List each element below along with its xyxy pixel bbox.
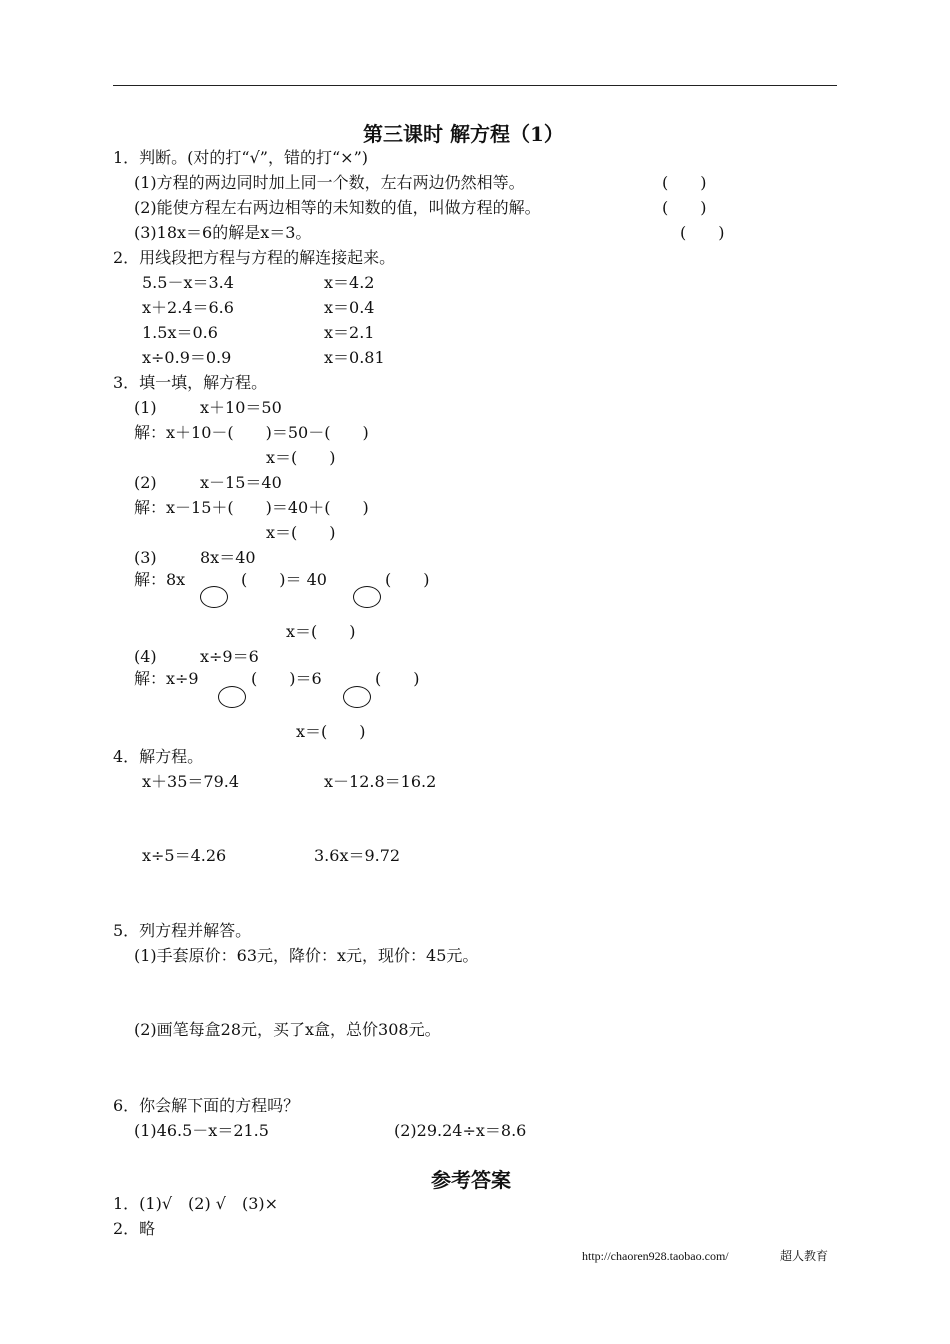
q4-equation-4: 3.6x＝9.72 [314, 846, 401, 865]
q3-p1-equation: x＋10＝50 [200, 398, 282, 417]
q3-heading: 3．填一填，解方程。 [113, 373, 268, 392]
q2-solution-4[interactable]: x＝0.81 [324, 348, 385, 367]
footer-brand: 超人教育 [780, 1249, 829, 1263]
q3-p3-operator-circle-2[interactable] [353, 586, 381, 608]
q3-p2-step1[interactable]: 解：x－15＋( )＝40＋( ) [134, 498, 369, 517]
q2-solution-1[interactable]: x＝4.2 [324, 273, 375, 292]
q5-item-2: (2)画笔每盒28元，买了x盒，总价308元。 [134, 1020, 441, 1039]
q6-heading: 6．你会解下面的方程吗？ [113, 1096, 300, 1115]
q3-p4-step1-lhs: 解：x÷9 [134, 669, 199, 688]
q2-equation-3[interactable]: 1.5x＝0.6 [142, 323, 218, 342]
q3-p1-step2[interactable]: x＝( ) [266, 448, 336, 467]
q3-p4-num: (4) [134, 647, 157, 666]
q4-heading: 4．解方程。 [113, 747, 204, 766]
q2-equation-1[interactable]: 5.5－x＝3.4 [142, 273, 234, 292]
q4-equation-1: x＋35＝79.4 [142, 772, 240, 791]
q2-solution-3[interactable]: x＝2.1 [324, 323, 375, 342]
q3-p4-operator-circle-2[interactable] [343, 686, 371, 708]
q1-item-2: (2)能使方程左右两边相等的未知数的值，叫做方程的解。 [134, 198, 541, 217]
header-rule [113, 85, 837, 86]
q3-p3-step1-lhs: 解：8x [134, 570, 186, 589]
q3-p2-num: (2) [134, 473, 157, 492]
q3-p2-step2[interactable]: x＝( ) [266, 523, 336, 542]
q3-p4-equation: x÷9＝6 [200, 647, 259, 666]
q1-item-3-blank[interactable]: ( ) [680, 223, 725, 242]
q1-item-3: (3)18x＝6的解是x＝3。 [134, 223, 312, 242]
q3-p4-step1-mid[interactable]: ( )＝6 [251, 669, 322, 688]
q3-p3-step1-mid[interactable]: ( )＝ 40 [241, 570, 327, 589]
q3-p1-step1[interactable]: 解：x＋10－( )＝50－( ) [134, 423, 369, 442]
q1-item-1: (1)方程的两边同时加上同一个数，左右两边仍然相等。 [134, 173, 525, 192]
q4-equation-2: x－12.8＝16.2 [324, 772, 437, 791]
q1-heading: 1．判断。(对的打“√”，错的打“×”) [113, 148, 368, 167]
q5-heading: 5．列方程并解答。 [113, 921, 252, 940]
q5-item-1: (1)手套原价：63元，降价：x元，现价：45元。 [134, 946, 479, 965]
q1-item-1-blank[interactable]: ( ) [662, 173, 707, 192]
q3-p4-operator-circle-1[interactable] [218, 686, 246, 708]
q3-p2-equation: x－15＝40 [200, 473, 282, 492]
footer-url[interactable]: http://chaoren928.taobao.com/ [582, 1249, 729, 1263]
page-title: 第三课时 解方程（1） [363, 122, 564, 146]
answer-line-1: 1．(1)√ (2) √ (3)× [113, 1194, 279, 1213]
q3-p3-equation: 8x＝40 [200, 548, 256, 567]
q3-p3-step2[interactable]: x＝( ) [286, 622, 356, 641]
answers-title: 参考答案 [431, 1168, 511, 1192]
q3-p4-step1-rhs[interactable]: ( ) [375, 669, 420, 688]
q3-p3-operator-circle-1[interactable] [200, 586, 228, 608]
q3-p3-num: (3) [134, 548, 157, 567]
q3-p4-step2[interactable]: x＝( ) [296, 722, 366, 741]
q3-p3-step1-rhs[interactable]: ( ) [385, 570, 430, 589]
q2-equation-2[interactable]: x＋2.4＝6.6 [142, 298, 234, 317]
q4-equation-3: x÷5＝4.26 [142, 846, 227, 865]
q6-item-1: (1)46.5－x＝21.5 [134, 1121, 269, 1140]
answer-line-2: 2．略 [113, 1219, 156, 1238]
q1-item-2-blank[interactable]: ( ) [662, 198, 707, 217]
q2-heading: 2．用线段把方程与方程的解连接起来。 [113, 248, 396, 267]
q2-solution-2[interactable]: x＝0.4 [324, 298, 375, 317]
q3-p1-num: (1) [134, 398, 157, 417]
q2-equation-4[interactable]: x÷0.9＝0.9 [142, 348, 232, 367]
q6-item-2: (2)29.24÷x＝8.6 [394, 1121, 527, 1140]
